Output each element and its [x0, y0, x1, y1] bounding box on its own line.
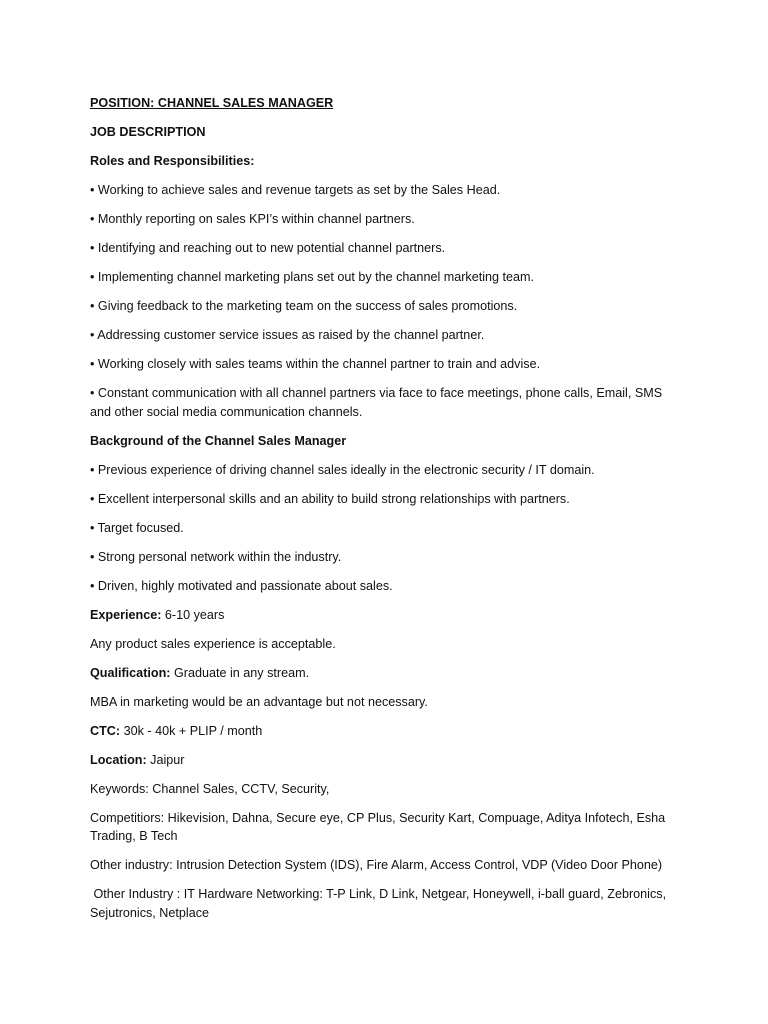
background-heading: Background of the Channel Sales Manager: [90, 433, 347, 448]
qualification-line: [90, 664, 680, 683]
experience-value: 6-10 years: [161, 607, 225, 622]
responsibility-item: • Addressing customer service issues as raised by the channel partner.: [90, 328, 485, 342]
qualification-label: Qualification:: [90, 665, 171, 680]
qualification-note: MBA in marketing would be an advantage but not necessary.: [90, 694, 428, 709]
background-item: • Previous experience of driving channel sales ideally in the electronic security / IT domain.: [90, 462, 595, 477]
position-title: POSITION: CHANNEL SALES MANAGER: [90, 96, 334, 110]
responsibility-item: • Working closely with sales teams within the channel partner to train and advise.: [90, 357, 541, 371]
responsibility-item: • Constant communication with all channel partners via face to face meetings, phone calls, Email, SMS and other social media communication channels.: [90, 386, 663, 419]
ctc-value: 30k - 40k + PLIP / month: [120, 723, 263, 738]
location-line: [90, 751, 680, 770]
experience-label: Experience:: [90, 607, 162, 622]
responsibility-item: • Giving feedback to the marketing team on the success of sales promotions.: [90, 299, 518, 313]
qualification-value: Graduate in any stream.: [170, 665, 310, 680]
background-item: • Excellent interpersonal skills and an ability to build strong relationships with partners.: [90, 491, 570, 506]
roles-heading: Roles and Responsibilities:: [90, 154, 255, 168]
keywords-line: Keywords: Channel Sales, CCTV, Security,: [90, 781, 330, 796]
background-item: • Strong personal network within the industry.: [90, 549, 342, 564]
responsibility-item: • Implementing channel marketing plans set out by the channel marketing team.: [90, 270, 535, 284]
experience-note: Any product sales experience is acceptable.: [90, 636, 336, 651]
responsibility-item: • Monthly reporting on sales KPI’s within channel partners.: [90, 212, 415, 226]
responsibility-item: • Identifying and reaching out to new potential channel partners.: [90, 241, 446, 255]
location-value: Jaipur: [146, 752, 185, 767]
job-description-heading: JOB DESCRIPTION: [90, 125, 206, 139]
responsibility-item: • Working to achieve sales and revenue targets as set by the Sales Head.: [90, 183, 501, 197]
experience-line: [90, 606, 680, 625]
competitors-line: Competitiors: Hikevision, Dahna, Secure eye, CP Plus, Security Kart, Compuage, Aditya Infotech, Esha Trading, B Tech: [90, 810, 666, 843]
background-item: • Driven, highly motivated and passionate about sales.: [90, 578, 393, 593]
ctc-line: [90, 722, 680, 741]
document-page: [90, 94, 680, 933]
other-industry-it-line: Other Industry : IT Hardware Networking: T-P Link, D Link, Netgear, Honeywell, i-ball guard, Zebronics, Sejutronics, Netplace: [90, 887, 670, 920]
other-industry-line: Other industry: Intrusion Detection System (IDS), Fire Alarm, Access Control, VDP (Video Door Phone): [90, 858, 663, 872]
ctc-label: CTC:: [90, 723, 121, 738]
background-item: • Target focused.: [90, 520, 184, 535]
location-label: Location:: [90, 752, 147, 767]
